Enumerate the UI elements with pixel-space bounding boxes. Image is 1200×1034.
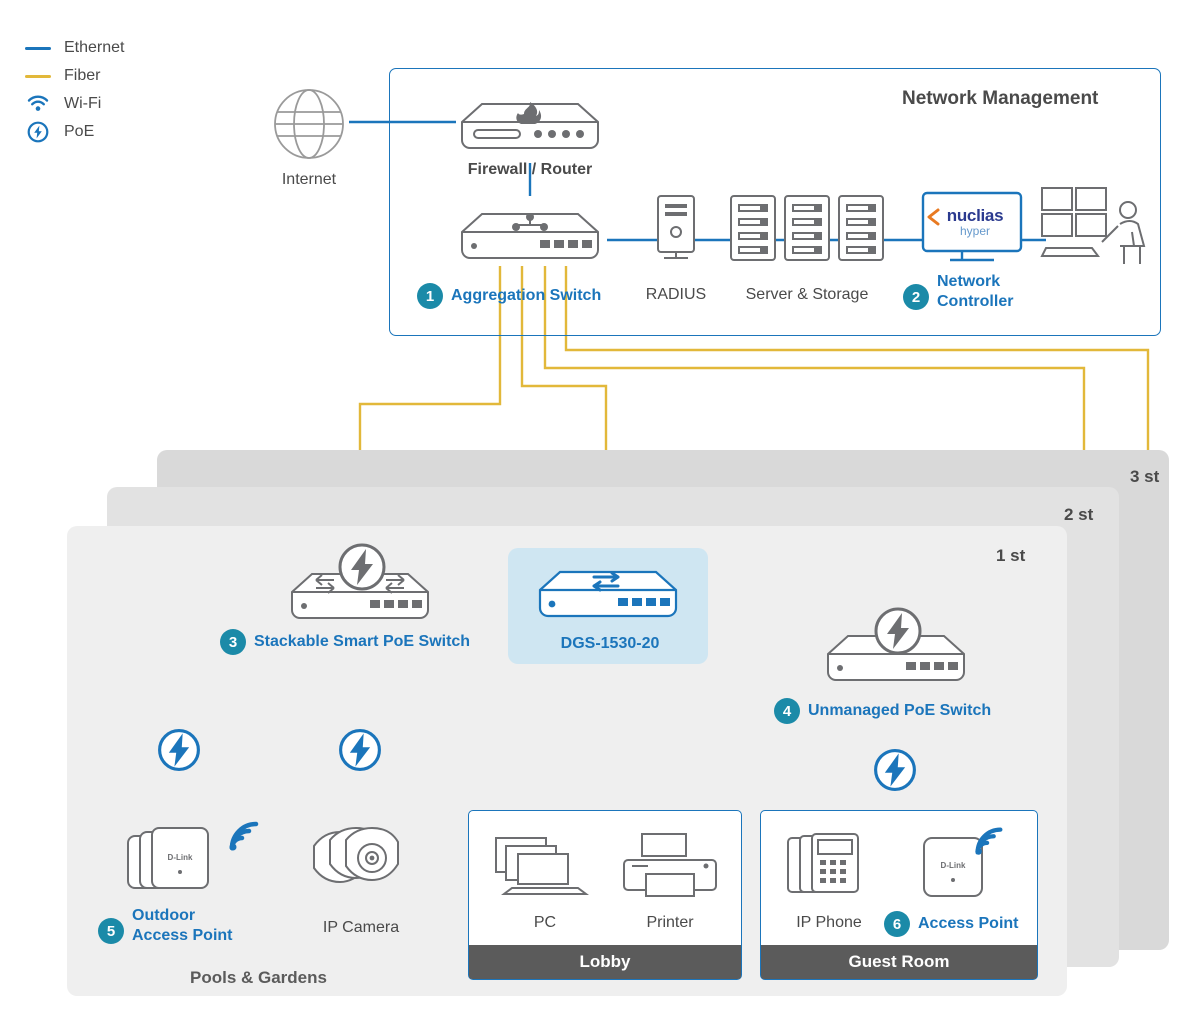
phone-icon — [784, 828, 876, 902]
poe-icon — [872, 605, 924, 657]
ethernet-line-icon — [24, 40, 52, 56]
badge-3: 3 — [220, 629, 246, 655]
poe-icon — [336, 541, 388, 593]
legend-item-fiber — [24, 62, 234, 90]
legend-label-wifi: Wi-Fi — [64, 95, 102, 112]
svg-text:D-Link: D-Link — [940, 861, 966, 870]
poe-icon — [336, 726, 384, 774]
ip-phone-label: IP Phone — [796, 914, 862, 931]
legend-item-poe — [24, 118, 234, 146]
legend-label-fiber: Fiber — [64, 67, 101, 84]
printer-label: Printer — [646, 914, 694, 931]
legend — [24, 34, 234, 146]
floor-3-label: 3 st — [1130, 467, 1160, 486]
legend-label-ethernet: Ethernet — [64, 39, 125, 56]
wifi-icon — [972, 824, 1006, 858]
stackable-switch-label-row — [220, 629, 470, 655]
poe-icon — [155, 726, 203, 774]
radius-label: RADIUS — [645, 286, 707, 303]
core-switch-node — [530, 558, 686, 631]
admin-workstation — [1040, 186, 1160, 275]
ip-camera-node — [308, 824, 412, 905]
radius-node — [652, 192, 700, 269]
badge-5: 5 — [98, 918, 124, 944]
outdoor-ap-label-line1: Outdoor — [132, 907, 196, 924]
nuclias-brand-sub: hyper — [959, 224, 991, 238]
poe-icon — [871, 746, 919, 794]
ip-camera-label: IP Camera — [322, 919, 400, 936]
floor-2-label: 2 st — [1064, 505, 1094, 524]
pc-node — [490, 832, 598, 905]
legend-label-poe: PoE — [64, 123, 95, 140]
unmanaged-switch-label: Unmanaged PoE Switch — [808, 702, 992, 719]
legend-item-wifi — [24, 90, 234, 118]
badge-2: 2 — [903, 284, 929, 310]
network-controller-label-row — [903, 272, 1013, 312]
internet-node — [266, 86, 352, 162]
badge-4: 4 — [774, 698, 800, 724]
access-point-label: Access Point — [918, 915, 1019, 932]
internet-label: Internet — [281, 171, 337, 188]
badge-6: 6 — [884, 911, 910, 937]
outdoor-ap-label-line2: Access Point — [132, 927, 233, 944]
network-controller-node — [920, 190, 1024, 271]
wifi-icon — [226, 818, 262, 854]
nuclias-mark-icon — [926, 208, 940, 226]
nuclias-brand-name: nuclias — [946, 206, 1004, 225]
printer-node — [620, 830, 720, 907]
zone-lobby-label: Lobby — [579, 952, 631, 971]
outdoor-ap-label-row — [98, 906, 232, 946]
zone-guest-room-bar — [761, 945, 1037, 979]
firewall-router-node — [452, 92, 608, 165]
legend-item-ethernet — [24, 34, 234, 62]
svg-text:D-Link: D-Link — [167, 853, 193, 862]
nuclias-brand — [932, 206, 1018, 238]
floor-1-label: 1 st — [996, 546, 1026, 565]
workstation-icon — [1040, 186, 1160, 270]
network-controller-label-line1: Network — [937, 273, 1001, 290]
zone-lobby-bar — [469, 945, 741, 979]
network-controller-label-line2: Controller — [937, 293, 1014, 310]
firewall-icon — [452, 92, 608, 160]
switch-icon — [452, 200, 608, 268]
poe-icon — [24, 124, 52, 140]
pc-icon — [490, 832, 598, 900]
aggregation-switch-label-row — [417, 283, 601, 309]
pc-label: PC — [533, 914, 557, 931]
unmanaged-switch-label-row — [774, 698, 991, 724]
wifi-icon — [24, 96, 52, 112]
stackable-switch-label: Stackable Smart PoE Switch — [254, 633, 471, 650]
aggregation-switch-label: Aggregation Switch — [451, 287, 602, 304]
server-storage-node — [728, 192, 886, 271]
printer-icon — [620, 830, 720, 902]
radius-server-icon — [652, 192, 700, 264]
firewall-router-label: Firewall / Router — [467, 161, 593, 178]
aggregation-switch-node — [452, 200, 608, 273]
server-storage-label: Server & Storage — [745, 286, 869, 303]
camera-icon — [308, 824, 412, 900]
ip-phone-node — [784, 828, 876, 907]
access-point-label-row — [884, 911, 1018, 937]
fiber-line-icon — [24, 68, 52, 84]
area-pools-gardens-label: Pools & Gardens — [190, 968, 327, 987]
globe-icon — [271, 86, 347, 162]
core-switch-label: DGS-1530-20 — [560, 635, 660, 652]
zone-guest-room-label: Guest Room — [848, 952, 950, 971]
switch-icon — [530, 558, 686, 626]
network-management-title: Network Management — [902, 88, 1099, 109]
server-storage-icon — [728, 192, 886, 266]
badge-1: 1 — [417, 283, 443, 309]
